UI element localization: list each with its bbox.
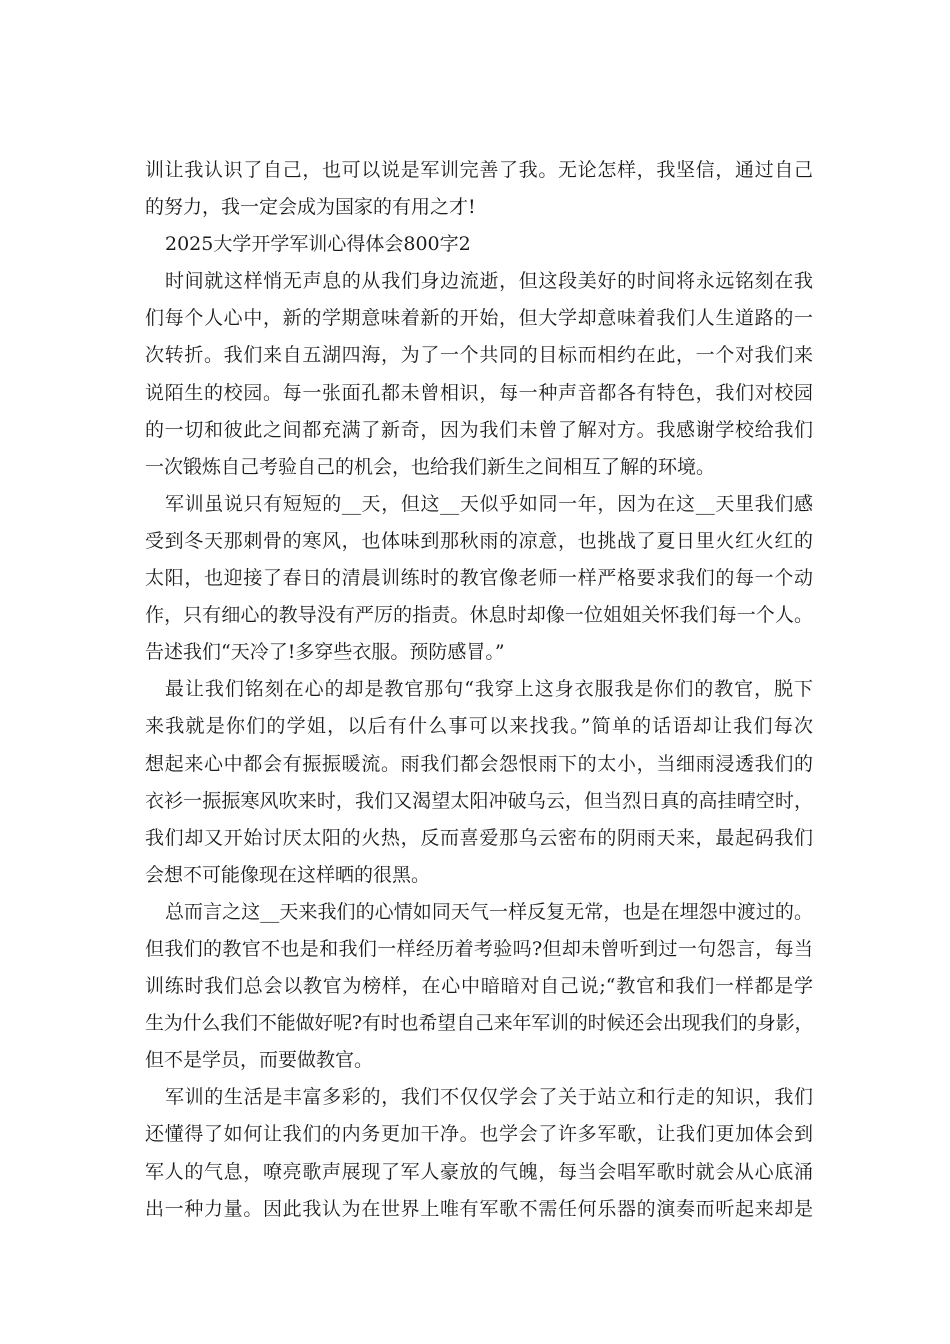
- text-line: 一次锻炼自己考验自己的机会，也给我们新生之间相互了解的环境。: [145, 455, 716, 478]
- text-line: 出一种力量。因此我认为在世界上唯有军歌不需任何乐器的演奏而听起来却是: [145, 1197, 813, 1220]
- text-line: 还懂得了如何让我们的内务更加干净。也学会了许多军歌，让我们更加体会到: [145, 1123, 813, 1146]
- text-line: 会想不可能像现在这样晒的很黑。: [145, 863, 431, 886]
- text-line: 太阳，也迎接了春日的清晨训练时的教官像老师一样严格要求我们的每一个动: [145, 567, 813, 590]
- text-line: 军训虽说只有短短的__天，但这__天似乎如同一年，因为在这__天里我们感: [165, 492, 813, 515]
- section-heading: 2025大学开学军训心得体会800字2: [165, 233, 471, 256]
- text-line: 们每个人心中，新的学期意味着新的开始，但大学却意味着我们人生道路的一: [145, 307, 813, 330]
- text-line: 告述我们“天冷了!多穿些衣服。预防感冒。”: [145, 641, 505, 664]
- text-line: 想起来心中都会有振振暖流。雨我们都会怨恨雨下的太小，当细雨浸透我们的: [145, 752, 813, 775]
- text-line: 生为什么我们不能做好呢?有时也希望自己来年军训的时候还会出现我们的身影，: [145, 1012, 814, 1035]
- text-line: 训让我认识了自己，也可以说是军训完善了我。无论怎样，我坚信，通过自己: [145, 159, 813, 181]
- document-body: [145, 152, 813, 1228]
- text-line: 总而言之这__天来我们的心情如同天气一样反复无常，也是在埋怨中渡过的。: [165, 900, 813, 923]
- text-line: 最让我们铭刻在心的却是教官那句“我穿上这身衣服我是你们的教官，脱下: [165, 678, 813, 701]
- text-line: 次转折。我们来自五湖四海，为了一个共同的目标而相约在此，一个对我们来: [145, 344, 813, 367]
- text-line: 说陌生的校园。每一张面孔都未曾相识，每一种声音都各有特色，我们对校园: [145, 381, 813, 404]
- text-line: 我们却又开始讨厌太阳的火热，反而喜爱那乌云密布的阴雨天来，最起码我们: [145, 826, 813, 849]
- text-line: 但我们的教官不也是和我们一样经历着考验吗?但却未曾听到过一句怨言，每当: [145, 937, 813, 960]
- text-line: 的一切和彼此之间都充满了新奇，因为我们未曾了解对方。我感谢学校给我们: [145, 418, 813, 441]
- text-line: 衣衫一振振寒风吹来时，我们又渴望太阳冲破乌云，但当烈日真的高挂晴空时，: [145, 789, 813, 812]
- text-line: 时间就这样悄无声息的从我们身边流逝，但这段美好的时间将永远铭刻在我: [165, 270, 813, 293]
- text-line: 来我就是你们的学姐，以后有什么事可以来找我。”简单的话语却让我们每次: [145, 715, 813, 738]
- text-line: 但不是学员，而要做教官。: [145, 1049, 374, 1072]
- text-line: 军训的生活是丰富多彩的，我们不仅仅学会了关于站立和行走的知识，我们: [165, 1086, 813, 1109]
- text-line: 作，只有细心的教导没有严厉的指责。休息时却像一位姐姐关怀我们每一个人。: [145, 604, 813, 627]
- text-line: 军人的气息，嘹亮歌声展现了军人豪放的气魄，每当会唱军歌时就会从心底涌: [145, 1160, 813, 1183]
- text-line: 的努力，我一定会成为国家的有用之才!: [145, 196, 476, 219]
- text-line: 训练时我们总会以教官为榜样，在心中暗暗对自己说;“教官和我们一样都是学: [145, 975, 813, 998]
- text-line: 受到冬天那刺骨的寒风，也体味到那秋雨的凉意，也挑战了夏日里火红火红的: [145, 529, 813, 552]
